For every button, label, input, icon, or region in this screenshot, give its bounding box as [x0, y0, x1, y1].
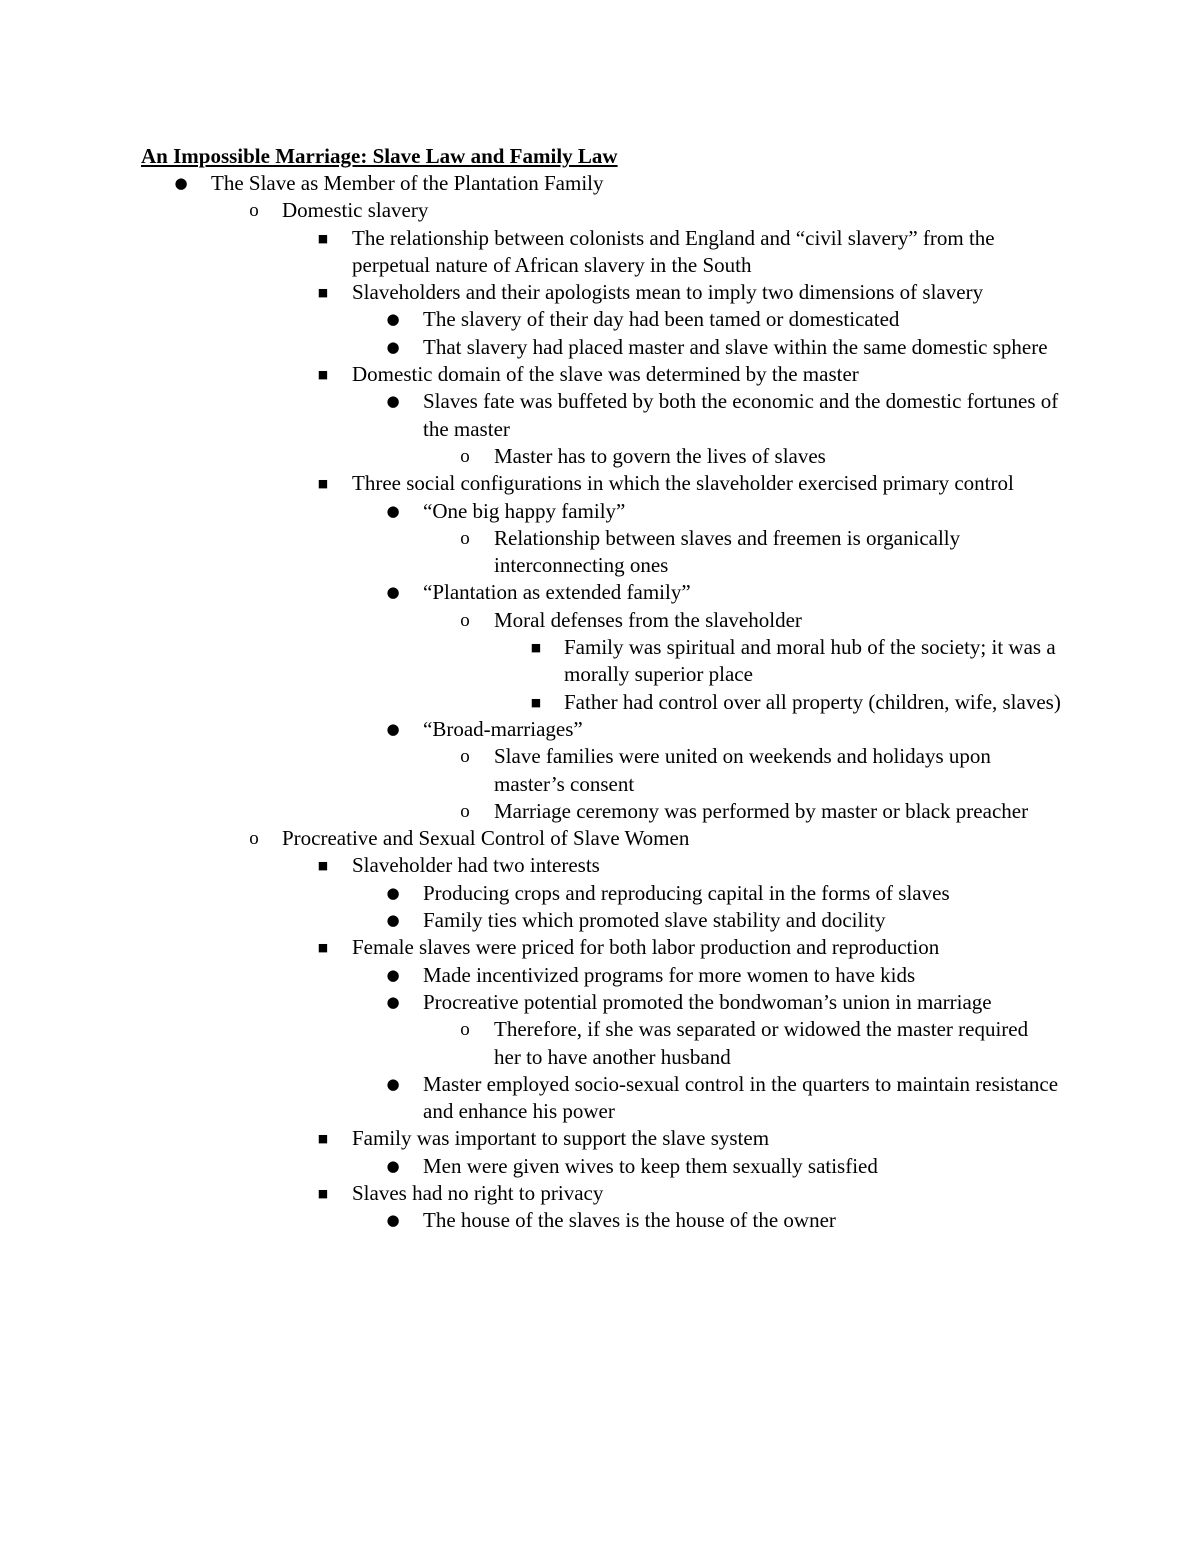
outline-item-level-4: [0, 1071, 1200, 1126]
outline-item-level-5: [0, 525, 1200, 580]
outline-item-level-4: [0, 962, 1200, 989]
bullet-dot-icon: ●: [386, 883, 400, 902]
outline-item-level-6: [0, 634, 1200, 689]
outline-item-level-4: [0, 579, 1200, 606]
outline-item-text: Marriage ceremony was performed by master or black preacher: [494, 798, 1029, 823]
outline-item-text: Domestic domain of the slave was determined by the master: [352, 362, 859, 387]
outline-item-level-5: [0, 798, 1200, 825]
outline-item-text: The Slave as Member of the Plantation Family: [211, 171, 604, 195]
bullet-dot-icon: ●: [386, 992, 400, 1011]
outline-item-level-3: [0, 279, 1200, 306]
outline-item-text: That slavery had placed master and slave within the same domestic sphere: [423, 334, 1048, 359]
bullet-circle-icon: o: [249, 828, 259, 850]
document-title: An Impossible Marriage: Slave Law and Family Law: [141, 144, 618, 168]
outline-item-level-3: [0, 225, 1200, 280]
outline-item-level-3: [0, 1125, 1200, 1152]
outline-item-text: “Broad-marriages”: [423, 716, 583, 741]
bullet-dot-icon: ●: [386, 583, 400, 602]
outline-item-text: “Plantation as extended family”: [423, 580, 691, 605]
outline-item-text: Made incentivized programs for more women to have kids: [423, 962, 916, 987]
outline-item-level-5: [0, 607, 1200, 634]
outline-item-text: Relationship between slaves and freemen is organically interconnecting ones: [494, 525, 961, 578]
bullet-square-icon: ■: [317, 231, 329, 245]
outline-item-text: Slaveholders and their apologists mean to imply two dimensions of slavery: [352, 280, 984, 305]
outline-item-text: The house of the slaves is the house of the owner: [423, 1208, 836, 1233]
outline-item-level-4: [0, 989, 1200, 1016]
outline-item-level-4: [0, 498, 1200, 525]
bullet-square-icon: ■: [317, 941, 329, 955]
bullet-square-icon: ■: [317, 1186, 329, 1200]
bullet-circle-icon: o: [460, 527, 470, 549]
outline-item-text: Producing crops and reproducing capital in the forms of slaves: [423, 880, 950, 905]
bullet-square-icon: ■: [317, 859, 329, 873]
outline-item-level-4: [0, 306, 1200, 333]
outline-item-level-5: [0, 443, 1200, 470]
outline-item-level-3: [0, 852, 1200, 879]
outline-item-level-4: [0, 1207, 1200, 1234]
outline-item-level-5: [0, 743, 1200, 798]
outline-item-text: Domestic slavery: [282, 198, 429, 223]
outline-item-level-3: [0, 361, 1200, 388]
bullet-circle-icon: o: [460, 1019, 470, 1041]
bullet-circle-icon: o: [460, 800, 470, 822]
outline-item-level-2: [0, 197, 1200, 224]
bullet-square-icon: ■: [317, 477, 329, 491]
outline-item-text: Procreative potential promoted the bondwoman’s union in marriage: [423, 989, 992, 1014]
outline-item-level-3: [0, 934, 1200, 961]
outline-item-text: Therefore, if she was separated or widowed the master required her to have another husband: [494, 1017, 1029, 1069]
bullet-dot-icon: ●: [386, 1074, 400, 1093]
outline-item-level-5: [0, 1016, 1200, 1071]
outline-item-text: Master employed socio-sexual control in the quarters to maintain resistance and enhance his power: [423, 1071, 1059, 1124]
bullet-dot-icon: ●: [386, 337, 400, 356]
outline-item-level-4: [0, 334, 1200, 361]
outline-item-level-3: [0, 1180, 1200, 1207]
bullet-square-icon: ■: [317, 1132, 329, 1146]
outline-item-text: Family was spiritual and moral hub of the society; it was a morally superior place: [564, 635, 1056, 687]
outline-item-level-4: [0, 716, 1200, 743]
outline-item-text: Slaveholder had two interests: [352, 853, 600, 878]
outline-item-text: Slaves fate was buffeted by both the economic and the domestic fortunes of the master: [423, 389, 1059, 441]
outline-item-level-6: [0, 689, 1200, 716]
bullet-dot-icon: ●: [386, 1156, 400, 1175]
bullet-dot-icon: ●: [386, 965, 400, 984]
bullet-dot-icon: ●: [174, 174, 188, 192]
bullet-dot-icon: ●: [386, 392, 400, 411]
outline-item-level-1: [0, 170, 1200, 197]
outline-item-text: The slavery of their day had been tamed or domesticated: [423, 307, 900, 332]
outline-item-text: Slaves had no right to privacy: [352, 1180, 604, 1205]
outline-item-level-3: [0, 470, 1200, 497]
bullet-dot-icon: ●: [386, 719, 400, 738]
outline-item-level-2: [0, 825, 1200, 852]
outline-item-text: Family ties which promoted slave stability and docility: [423, 908, 886, 933]
outline-item-text: Men were given wives to keep them sexually satisfied: [423, 1153, 878, 1178]
bullet-square-icon: ■: [530, 695, 542, 709]
outline-item-level-4: [0, 907, 1200, 934]
outline-item-text: Master has to govern the lives of slaves: [494, 443, 826, 468]
outline-item-level-4: [0, 880, 1200, 907]
bullet-circle-icon: o: [460, 445, 470, 467]
bullet-dot-icon: ●: [386, 310, 400, 329]
bullet-dot-icon: ●: [386, 501, 400, 520]
outline-item-text: The relationship between colonists and England and “civil slavery” from the perpetual nature of African slavery in the South: [352, 225, 995, 277]
bullet-square-icon: ■: [317, 286, 329, 300]
outline-item-text: Slave families were united on weekends and holidays upon master’s consent: [494, 744, 991, 796]
outline-item-level-4: [0, 1153, 1200, 1180]
outline-item-text: “One big happy family”: [423, 498, 626, 523]
bullet-square-icon: ■: [530, 641, 542, 655]
outline-item-text: Father had control over all property (children, wife, slaves): [564, 689, 1061, 714]
bullet-circle-icon: o: [460, 746, 470, 768]
outline-item-level-4: [0, 388, 1200, 443]
outline-item-text: Procreative and Sexual Control of Slave Women: [282, 826, 690, 851]
outline-item-text: Moral defenses from the slaveholder: [494, 607, 802, 632]
bullet-circle-icon: o: [460, 609, 470, 631]
outline-item-text: Family was important to support the slave system: [352, 1126, 770, 1151]
bullet-dot-icon: ●: [386, 911, 400, 930]
outline-list: [0, 170, 1200, 1235]
outline-item-text: Three social configurations in which the slaveholder exercised primary control: [352, 471, 1014, 496]
bullet-dot-icon: ●: [386, 1211, 400, 1230]
outline-item-text: Female slaves were priced for both labor production and reproduction: [352, 935, 940, 960]
bullet-square-icon: ■: [317, 368, 329, 382]
bullet-circle-icon: o: [249, 200, 259, 222]
